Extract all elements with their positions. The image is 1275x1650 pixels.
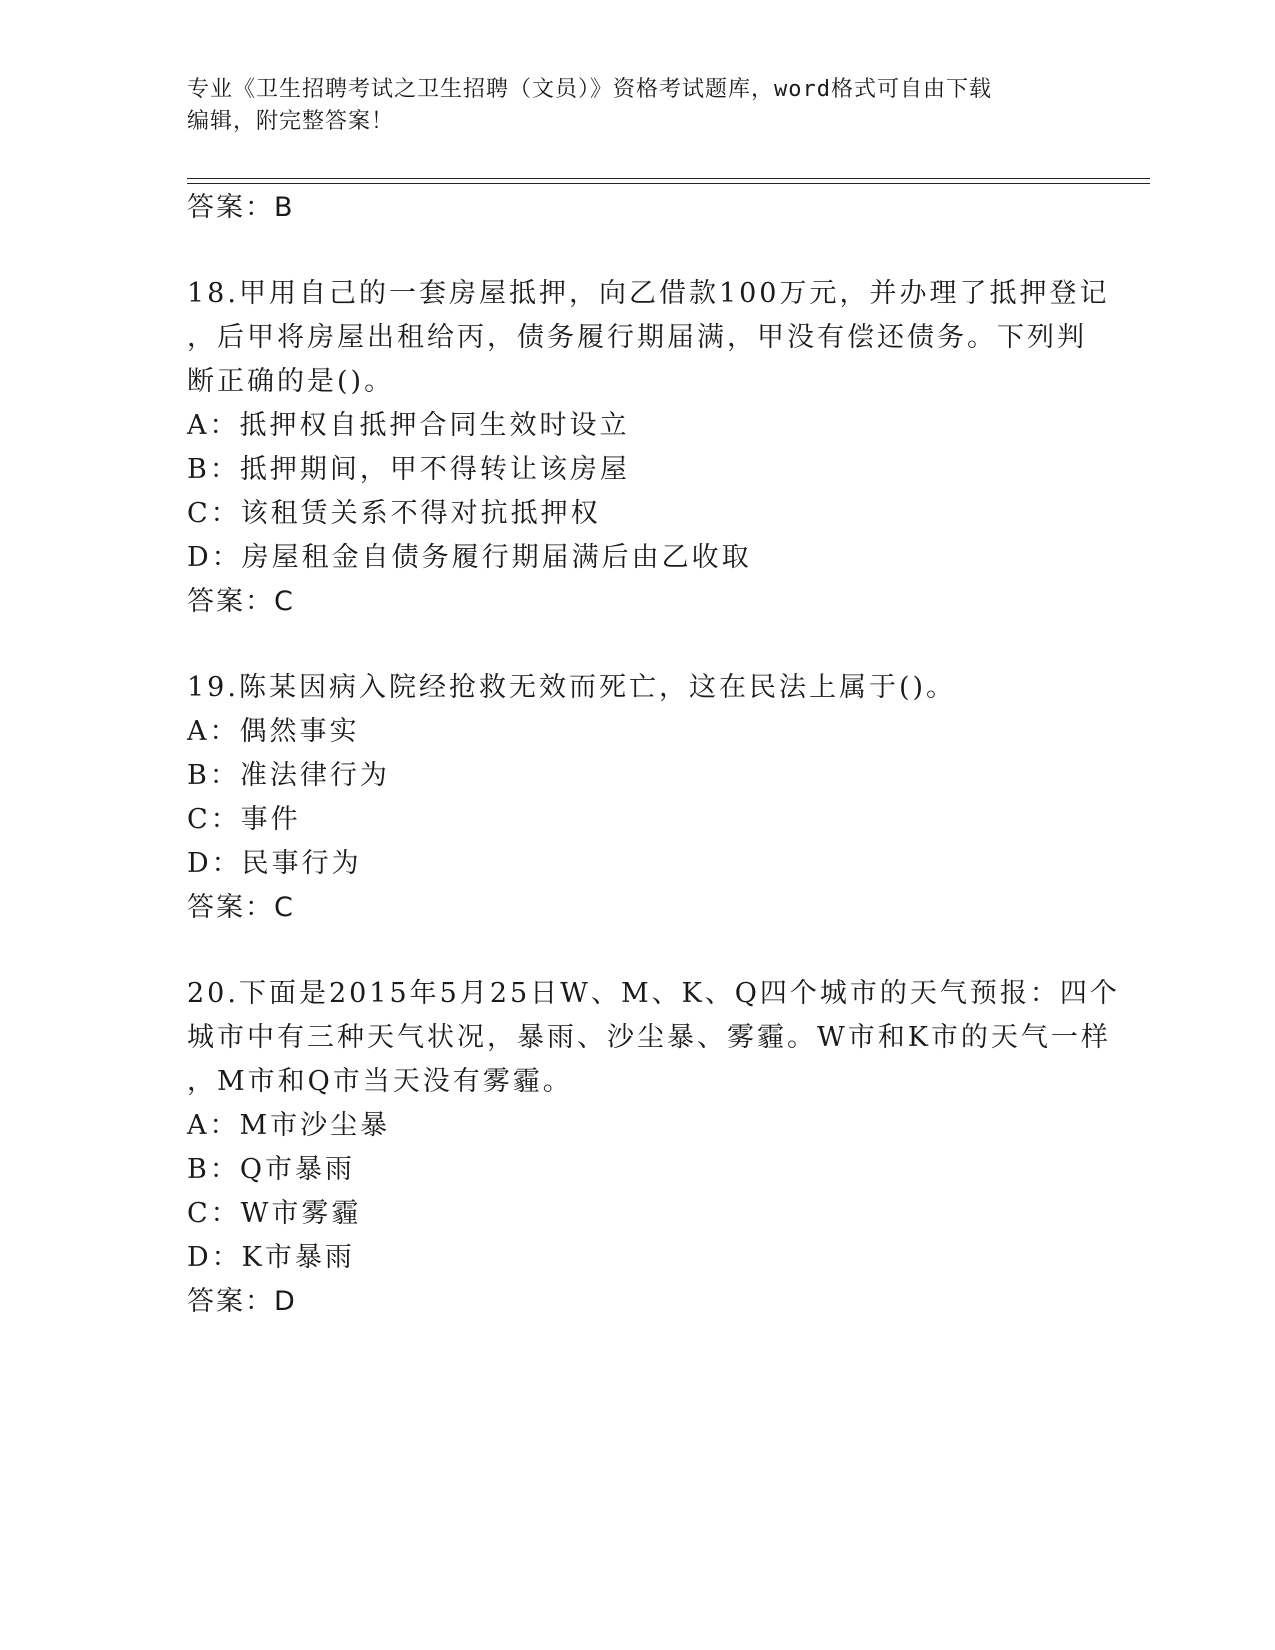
- previous-question-answer: 答案：B: [187, 192, 295, 223]
- question-19-stem-line-1: 19.陈某因病入院经抢救无效而死亡，这在民法上属于()。: [187, 672, 957, 703]
- question-18-option-d: D：房屋租金自债务履行期届满后由乙收取: [187, 542, 752, 573]
- question-19-option-a: A：偶然事实: [187, 716, 360, 747]
- question-20-option-a: A：M市沙尘暴: [187, 1110, 391, 1141]
- question-19-option-d: D：民事行为: [187, 848, 362, 879]
- question-20-option-b: B：Q市暴雨: [187, 1154, 355, 1185]
- question-18-option-b: B：抵押期间，甲不得转让该房屋: [187, 454, 630, 485]
- header-divider-second: [187, 183, 1150, 184]
- header-text-line-1: 专业《卫生招聘考试之卫生招聘（文员）》资格考试题库，word格式可自由下载: [187, 77, 992, 102]
- question-20-answer: 答案：D: [187, 1286, 297, 1317]
- question-18-stem-line-2: ，后甲将房屋出租给丙，债务履行期届满，甲没有偿还债务。下列判: [187, 322, 1087, 353]
- header-text-line-2: 编辑，附完整答案！: [187, 109, 395, 134]
- question-18-option-a: A：抵押权自抵押合同生效时设立: [187, 410, 630, 441]
- question-19-answer: 答案：C: [187, 892, 295, 923]
- question-19-option-b: B：准法律行为: [187, 760, 390, 791]
- question-20-option-c: C：W市雾霾: [187, 1198, 362, 1229]
- question-20-stem-line-2: 城市中有三种天气状况，暴雨、沙尘暴、雾霾。W市和K市的天气一样: [187, 1022, 1111, 1053]
- question-18-option-c: C：该租赁关系不得对抗抵押权: [187, 498, 601, 529]
- question-18-stem-line-3: 断正确的是()。: [187, 366, 395, 397]
- header-divider: [187, 178, 1150, 179]
- question-20-option-d: D：K市暴雨: [187, 1242, 355, 1273]
- question-20-stem-line-3: ，M市和Q市当天没有雾霾。: [187, 1066, 573, 1097]
- question-18-stem-line-1: 18.甲用自己的一套房屋抵押，向乙借款100万元，并办理了抵押登记: [187, 278, 1110, 309]
- question-20-stem-line-1: 20.下面是2015年5月25日W、M、K、Q四个城市的天气预报：四个: [187, 978, 1120, 1009]
- question-18-answer: 答案：C: [187, 586, 295, 617]
- question-19-option-c: C：事件: [187, 804, 301, 835]
